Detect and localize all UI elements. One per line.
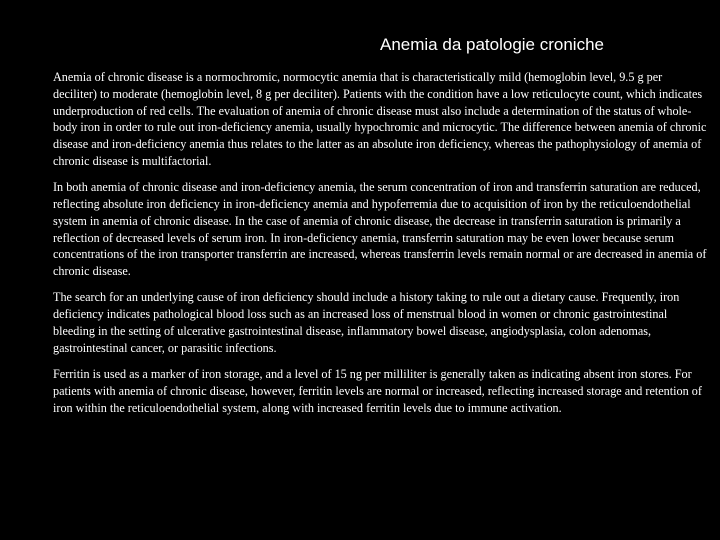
slide-title: Anemia da patologie croniche [380, 35, 604, 54]
paragraph-ferritin-marker: Ferritin is used as a marker of iron storage, and a level of 15 ng per milliliter is generally taken as indicating absent iron stores. For patients with anemia of chronic disease, however, ferritin levels are normal or increased, reflecting increased storage and retention of iron within the reticuloendothelial system, along with increased ferritin levels due to immune activation. [53, 366, 702, 415]
paragraph-serum-iron-transferrin: In both anemia of chronic disease and iron-deficiency anemia, the serum concentration of iron and transferrin saturation are reduced, reflecting absolute iron deficiency in iron-deficiency anemia and hypoferremia due to acquisition of iron by the reticuloendothelial system in anemia of chronic disease. In the case of anemia of chronic disease, the decrease in transferrin saturation is primarily a reflection of decreased levels of serum iron. In iron-deficiency anemia, transferrin saturation may be even lower because serum concentrations of the iron transporter transferrin are increased, whereas transferrin levels remain normal or are decreased in anemia of chronic disease. [53, 180, 707, 279]
paragraph-iron-deficiency-cause: The search for an underlying cause of iron deficiency should include a history taking to rule out a dietary cause. Frequently, iron deficiency indicates pathological blood loss such as an increased loss of menstrual blood in women or chronic gastrointestinal bleeding in the setting of ulcerative gastrointestinal disease, inflammatory bowel disease, angiodysplasia, colon adenomas, gastrointestinal cancer, or parasitic infections. [53, 290, 680, 355]
slide-body [53, 69, 709, 426]
paragraph-anemia-definition: Anemia of chronic disease is a normochromic, normocytic anemia that is characteristically mild (hemoglobin level, 9.5 g per deciliter) to moderate (hemoglobin level, 8 g per deciliter). Patients with the condition have a low reticulocyte count, which indicates underproduction of red cells. The evaluation of anemia of chronic disease must also include a determination of the status of whole-body iron in order to rule out iron-deficiency anemia, usually hypochromic and microcytic. The difference between anemia of chronic disease and iron-deficiency anemia thus relates to the latter as an absolute iron deficiency, whereas the pathophysiology of anemia of chronic disease is multifactorial. [53, 70, 707, 168]
